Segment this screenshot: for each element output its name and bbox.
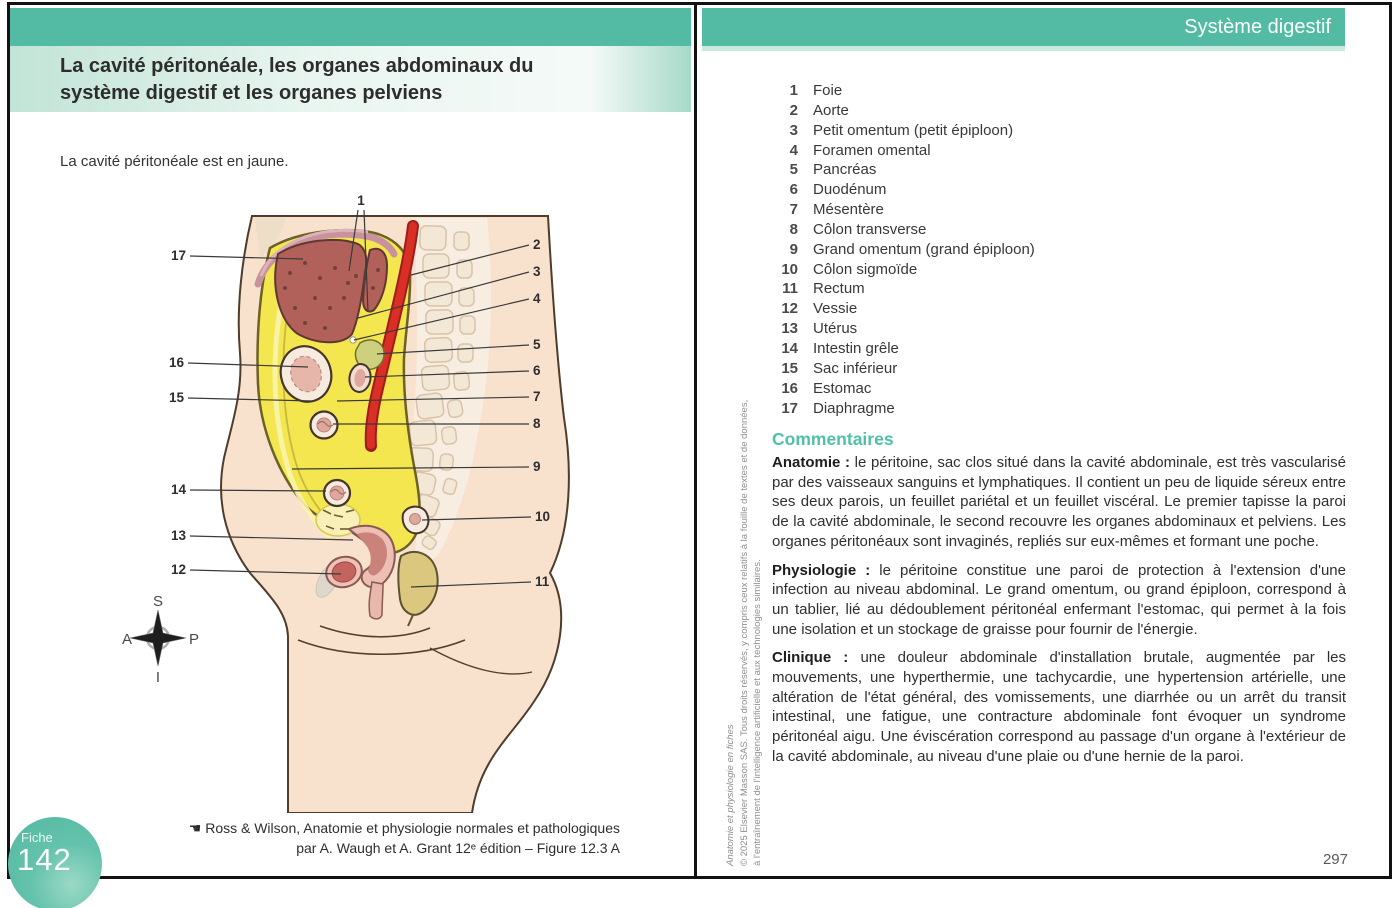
figure-source-citation: [150, 818, 620, 858]
organ-list-item: [772, 339, 1035, 359]
anatomy-figure: [120, 188, 620, 813]
figure-label-15: 15: [168, 390, 184, 405]
organ-number: 12: [781, 300, 798, 318]
organ-number: 11: [782, 280, 798, 298]
copyright-line2: à l'entraînement de l'intelligence artificielle et aux technologies similaires.: [752, 559, 763, 866]
organ-name: Aorte: [813, 101, 849, 119]
organ-name: Pancréas: [813, 161, 877, 179]
figure-label-4: 4: [533, 291, 541, 306]
header-bar-underline: [702, 46, 1345, 51]
organ-legend-list: [772, 81, 1035, 418]
right-page-header-bar: [702, 8, 1345, 46]
figure-label-2: 2: [533, 237, 541, 252]
page-number: 297: [1322, 851, 1348, 868]
organ-list-item: [772, 279, 1035, 299]
organ-list-item: [772, 379, 1035, 399]
fiche-badge-word: Fiche: [21, 830, 53, 845]
fiche-badge-number: 142: [17, 842, 72, 877]
organ-list-item: [772, 101, 1035, 121]
organ-name: Petit omentum (petit épiploon): [813, 121, 1014, 139]
organ-number: 4: [789, 141, 798, 159]
organ-name: Vessie: [813, 300, 858, 318]
organ-name: Diaphragme: [813, 399, 895, 417]
organ-number: 15: [781, 359, 798, 377]
series-title: Anatomie et physiologie en fiches: [725, 724, 736, 866]
left-page-top-bar: [10, 8, 691, 46]
page-title: La cavité péritonéale, les organes abdominaux du système digestif et les organes pelviens: [60, 55, 534, 104]
figure-label-10: 10: [535, 509, 551, 524]
organ-list-item: [772, 319, 1035, 339]
organ-name: Intestin grêle: [813, 339, 899, 357]
transverse-colon: [311, 412, 338, 439]
figure-label-16: 16: [168, 355, 184, 370]
organ-number: 10: [781, 260, 798, 278]
organ-list-item: [772, 260, 1035, 280]
organ-number: 9: [789, 240, 798, 258]
comment-paragraph: Anatomie : le péritoine, sac clos situé dans la cavité abdominale, est très vascularisé par des vaisseaux sanguins et lymphatiques. Il contient un peu de liquide séreux entre ses deux parois, un feuillet pariétal et un feuillet viscéral. Le premier tapisse la paroi de la cavité abdominale, le second recouvre les organes abdominaux et pelviens. Les organes péritonéaux sont invaginés, repliés sur eux-mêmes et formant une poche.: [772, 454, 1346, 550]
organ-name: Utérus: [813, 320, 858, 338]
figure-label-12: 12: [170, 562, 186, 577]
figure-label-9: 9: [533, 459, 541, 474]
compass-p: P: [188, 631, 200, 648]
figure-label-14: 14: [170, 482, 186, 497]
organ-name: Côlon transverse: [813, 220, 927, 238]
organ-list-item: [772, 121, 1035, 141]
organ-name: Côlon sigmoïde: [813, 260, 918, 278]
organ-number: 6: [789, 181, 798, 199]
figure-label-17: 17: [170, 248, 186, 263]
figure-label-8: 8: [533, 416, 541, 431]
organ-number: 13: [781, 320, 798, 338]
organ-name: Mésentère: [813, 201, 884, 219]
organ-name: Foramen omental: [813, 141, 931, 159]
organ-list-item: [772, 299, 1035, 319]
organ-list-item: [772, 200, 1035, 220]
organ-list-item: [772, 220, 1035, 240]
organ-name: Estomac: [813, 379, 872, 397]
organ-list-item: [772, 180, 1035, 200]
organ-number: 14: [781, 339, 798, 357]
organ-list-item: [772, 81, 1035, 101]
copyright-sidebar: [724, 288, 765, 866]
organ-number: 7: [789, 201, 798, 219]
organ-name: Sac inférieur: [813, 359, 898, 377]
figure-label-7: 7: [533, 389, 541, 404]
figure-label-11: 11: [535, 574, 550, 589]
comment-paragraph: Physiologie : le péritoine constitue une paroi de protection à l'extension d'une infection au niveau abdominal. Le grand omentum, ou grand épiploon, correspond à un tablier, lié au dédoublement péritonéal enfermant l'estomac, qui permet à la fois une isolation et un stockage de graisse pour fournir de l'énergie.: [772, 561, 1346, 638]
compass-s: S: [152, 593, 164, 610]
organ-name: Duodénum: [813, 181, 887, 199]
figure-label-5: 5: [533, 337, 541, 352]
figure-label-13: 13: [170, 528, 186, 543]
compass-a: A: [121, 631, 133, 648]
organ-number: 17: [781, 399, 798, 417]
organ-number: 1: [789, 82, 798, 99]
chapter-title: Système digestif: [1184, 16, 1331, 38]
comments-heading: Commentaires: [772, 429, 894, 449]
copyright-line1: © 2025 Elsevier Masson SAS. Tous droits réservés, y compris ceux relatifs à la fouille de textes et de données,: [738, 399, 750, 866]
organ-number: 5: [789, 161, 798, 179]
fiche-badge: [8, 817, 102, 908]
organ-list-item: [772, 240, 1035, 260]
organ-name: Foie: [813, 82, 843, 99]
small-intestine: [324, 480, 350, 506]
organ-number: 3: [789, 121, 798, 139]
organ-list-item: [772, 399, 1035, 419]
organ-number: 8: [789, 220, 798, 238]
compass-i: I: [155, 669, 161, 686]
vagina: [369, 582, 383, 619]
organ-name: Rectum: [813, 280, 865, 298]
organ-list-item: [772, 141, 1035, 161]
figure-label-1: 1: [357, 193, 365, 208]
compass-rose: [122, 593, 199, 686]
figure-label-3: 3: [533, 264, 541, 279]
organ-list-item: [772, 160, 1035, 180]
figure-caption: La cavité péritonéale est en jaune.: [60, 153, 289, 170]
organ-list-item: [772, 359, 1035, 379]
pointing-hand-icon: ☚: [188, 820, 202, 836]
citation-line2: par A. Waugh et A. Grant 12ᵉ édition – Figure 12.3 A: [296, 840, 620, 856]
citation-line1: ☚ Ross & Wilson, Anatomie et physiologie normales et pathologiques: [188, 820, 620, 836]
comment-paragraph: Clinique : une douleur abdominale d'installation brutale, augmentée par les mouvements, une hyperthermie, une tachycardie, une hypertension artérielle, une altération de l'état général, des vomissements, une diarrhée ou un arrêt du transit intestinal, une fatigue, une contracture abdominale font évoquer un syndrome péritonéal aigu. Une éviscération correspond au passage d'un organe à l'extérieur de la cavité abdominale, au niveau d'une plaie ou d'une hernie de la paroi.: [772, 649, 1347, 765]
organ-number: 2: [789, 101, 798, 119]
comments-body: [772, 453, 1346, 776]
page-divider: [694, 2, 697, 879]
organ-name: Grand omentum (grand épiploon): [813, 240, 1035, 258]
organ-number: 16: [781, 379, 798, 397]
figure-label-6: 6: [533, 363, 541, 378]
left-page-title-block: [10, 46, 691, 112]
